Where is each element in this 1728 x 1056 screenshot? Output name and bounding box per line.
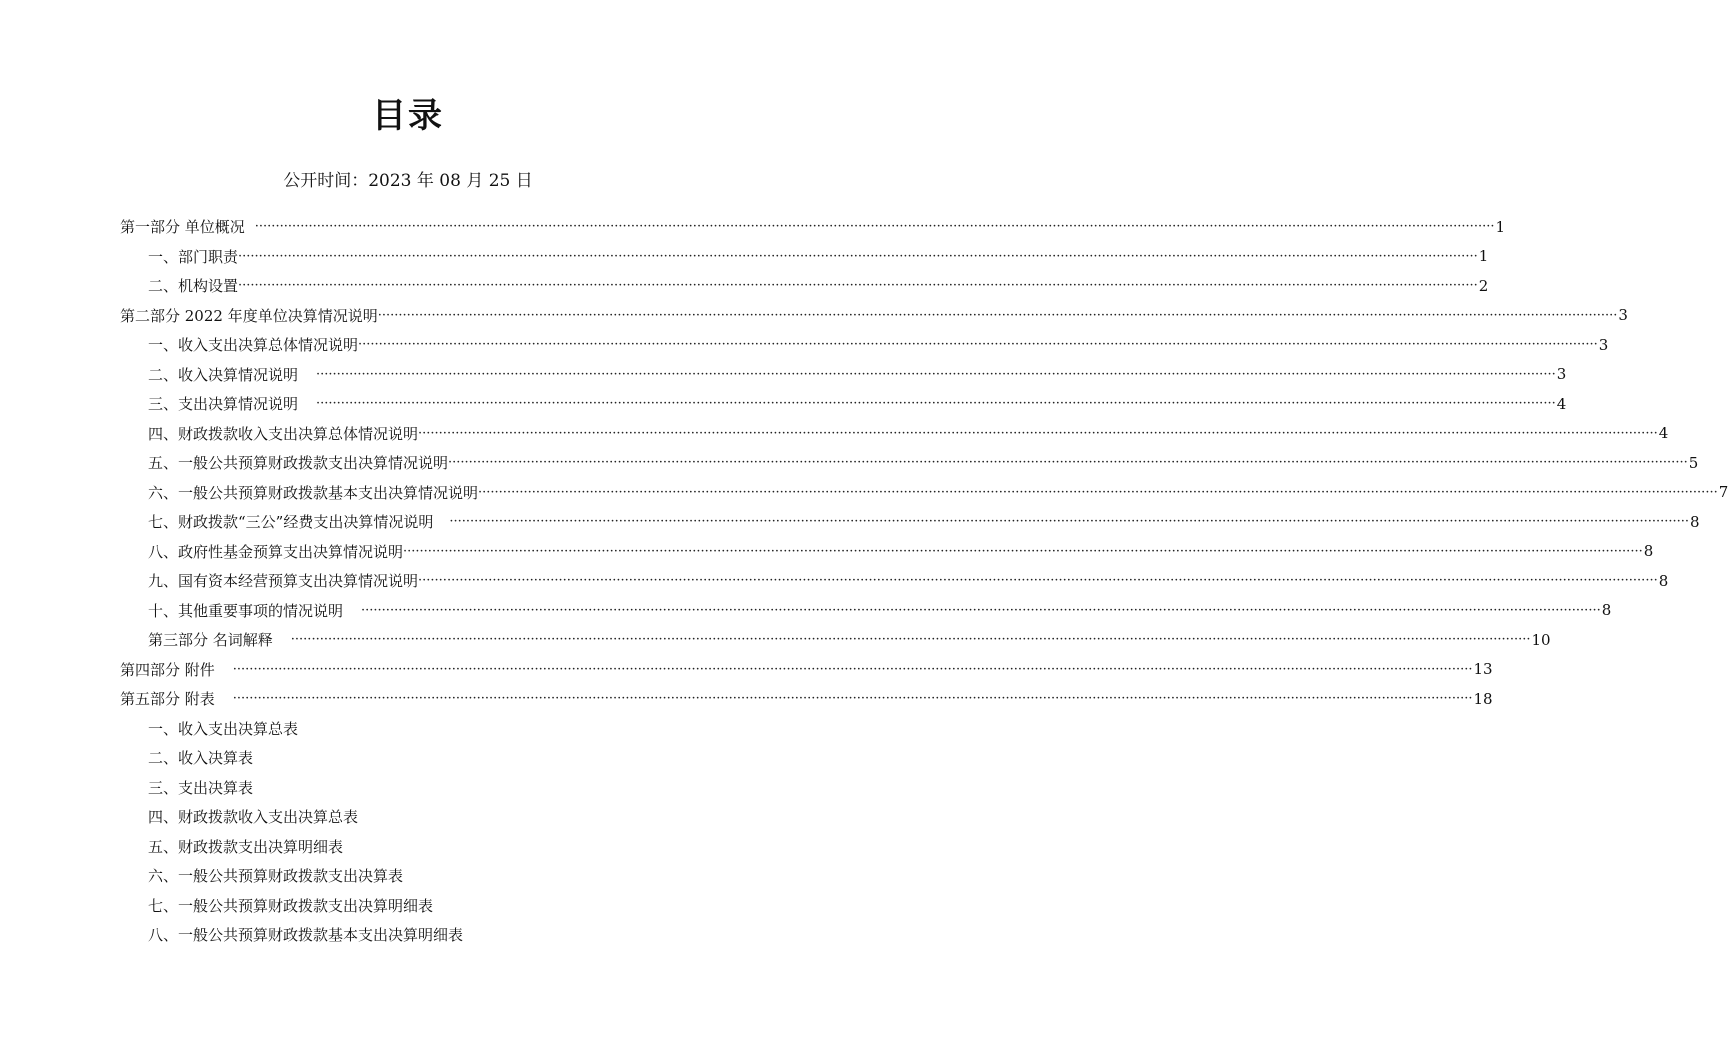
toc-entry-label: 二、收入决算表 xyxy=(148,749,254,768)
toc-entry[interactable] xyxy=(0,330,1609,360)
toc-dot-leader: ············································································································································································································································································································ xyxy=(316,396,1556,412)
toc-entry[interactable] xyxy=(0,242,1489,272)
toc-entry[interactable] xyxy=(0,891,816,921)
toc-entry-label: 四、财政拨款收入支出决算总体情况说明 xyxy=(148,424,419,443)
toc-entry-label: 一、部门职责 xyxy=(148,247,239,266)
publish-date: 公开时间：2023 年 08 月 25 日 xyxy=(283,171,533,191)
table-of-contents xyxy=(0,212,1728,950)
toc-entry[interactable] xyxy=(0,684,1493,714)
toc-entry-label: 二、收入决算情况说明 xyxy=(148,365,299,384)
toc-entry[interactable] xyxy=(0,714,816,744)
toc-entry-label: 四、财政拨款收入支出决算总表 xyxy=(148,808,359,827)
toc-entry[interactable] xyxy=(0,360,1567,390)
toc-entry-label: 第三部分 名词解释 xyxy=(148,631,273,650)
toc-entry-label: 六、一般公共预算财政拨款基本支出决算情况说明 xyxy=(148,483,479,502)
toc-page-number: 8 xyxy=(1690,512,1700,531)
toc-dot-leader: ············································································································································································································································································································ xyxy=(418,425,1658,441)
toc-page-number: 3 xyxy=(1556,365,1567,384)
toc-entry[interactable] xyxy=(0,271,1489,301)
toc-dot-leader: ············································································································································································································································································································ xyxy=(361,602,1601,618)
toc-entry[interactable] xyxy=(0,655,1493,685)
page-title: 目录 xyxy=(372,96,444,136)
toc-entry[interactable] xyxy=(0,743,816,773)
toc-entry-label: 第五部分 附表 xyxy=(120,690,215,709)
toc-entry-label: 七、财政拨款“三公”经费支出决算情况说明 xyxy=(148,513,434,532)
toc-entry-label: 第一部分 单位概况 xyxy=(120,218,245,237)
toc-page-number: 8 xyxy=(1658,571,1669,590)
toc-page-number: 4 xyxy=(1556,394,1567,413)
toc-page-number: 1 xyxy=(1495,217,1506,236)
toc-dot-leader: ············································································································································································································································································································ xyxy=(418,573,1658,589)
toc-entry[interactable] xyxy=(0,448,1699,478)
toc-entry[interactable] xyxy=(0,920,816,950)
toc-page-number: 13 xyxy=(1473,660,1493,679)
toc-entry[interactable] xyxy=(0,419,1669,449)
toc-dot-leader: ············································································································································································································································································································ xyxy=(254,219,1495,235)
toc-page-number: 4 xyxy=(1658,424,1669,443)
toc-page-number: 5 xyxy=(1688,453,1699,472)
toc-dot-leader: ············································································································································································································································································································ xyxy=(448,455,1688,471)
toc-dot-leader: ············································································································································································································································································································ xyxy=(478,484,1718,500)
toc-entry-label: 六、一般公共预算财政拨款支出决算表 xyxy=(148,867,404,886)
toc-entry[interactable] xyxy=(0,566,1669,596)
toc-page-number: 18 xyxy=(1473,689,1493,708)
toc-dot-leader: ············································································································································································································································································································ xyxy=(377,307,1618,323)
toc-page-number: 7 xyxy=(1718,483,1728,502)
toc-entry[interactable] xyxy=(0,625,1551,655)
toc-entry-label: 第二部分 2022 年度单位决算情况说明 xyxy=(120,306,378,325)
toc-page-number: 1 xyxy=(1478,247,1489,266)
toc-entry-label: 二、机构设置 xyxy=(148,277,239,296)
toc-entry-label: 第四部分 附件 xyxy=(120,660,215,679)
toc-page-number: 8 xyxy=(1601,601,1612,620)
toc-entry-label: 十、其他重要事项的情况说明 xyxy=(148,601,344,620)
toc-page-number: 3 xyxy=(1598,335,1609,354)
toc-dot-leader: ············································································································································································································································································································ xyxy=(403,543,1643,559)
toc-entry-label: 一、收入支出决算总体情况说明 xyxy=(148,336,359,355)
toc-entry-label: 五、一般公共预算财政拨款支出决算情况说明 xyxy=(148,454,449,473)
toc-entry-label: 五、财政拨款支出决算明细表 xyxy=(148,837,344,856)
toc-entry-label: 七、一般公共预算财政拨款支出决算明细表 xyxy=(148,896,434,915)
toc-entry-label: 八、一般公共预算财政拨款基本支出决算明细表 xyxy=(148,926,464,945)
toc-entry[interactable] xyxy=(0,802,816,832)
toc-entry[interactable] xyxy=(0,861,816,891)
toc-entry[interactable] xyxy=(0,773,816,803)
toc-entry[interactable] xyxy=(0,212,1506,242)
toc-entry-label: 三、支出决算表 xyxy=(148,778,254,797)
toc-entry-label: 八、政府性基金预算支出决算情况说明 xyxy=(148,542,404,561)
toc-page-number: 8 xyxy=(1643,542,1654,561)
toc-dot-leader: ············································································································································································································································································································ xyxy=(449,514,1690,530)
toc-page-number: 10 xyxy=(1531,630,1551,649)
toc-dot-leader: ············································································································································································································································································································ xyxy=(358,337,1598,353)
toc-entry-label: 一、收入支出决算总表 xyxy=(148,719,299,738)
toc-entry[interactable] xyxy=(0,507,1700,537)
toc-entry[interactable] xyxy=(0,537,1654,567)
toc-page-number: 3 xyxy=(1618,306,1628,325)
toc-entry-label: 九、国有资本经营预算支出决算情况说明 xyxy=(148,572,419,591)
toc-entry[interactable] xyxy=(0,389,1567,419)
toc-dot-leader: ············································································································································································································································································································ xyxy=(232,691,1473,707)
toc-dot-leader: ············································································································································································································································································································ xyxy=(238,248,1478,264)
toc-entry[interactable] xyxy=(0,832,816,862)
toc-dot-leader: ············································································································································································································································································································ xyxy=(238,278,1478,294)
toc-dot-leader: ············································································································································································································································································································ xyxy=(232,661,1473,677)
toc-entry[interactable] xyxy=(0,478,1728,508)
toc-entry[interactable] xyxy=(0,301,1628,331)
toc-entry-label: 三、支出决算情况说明 xyxy=(148,395,299,414)
toc-dot-leader: ············································································································································································································································································································ xyxy=(316,366,1556,382)
toc-page-number: 2 xyxy=(1478,276,1489,295)
toc-entry[interactable] xyxy=(0,596,1612,626)
toc-dot-leader: ············································································································································································································································································································ xyxy=(290,632,1531,648)
